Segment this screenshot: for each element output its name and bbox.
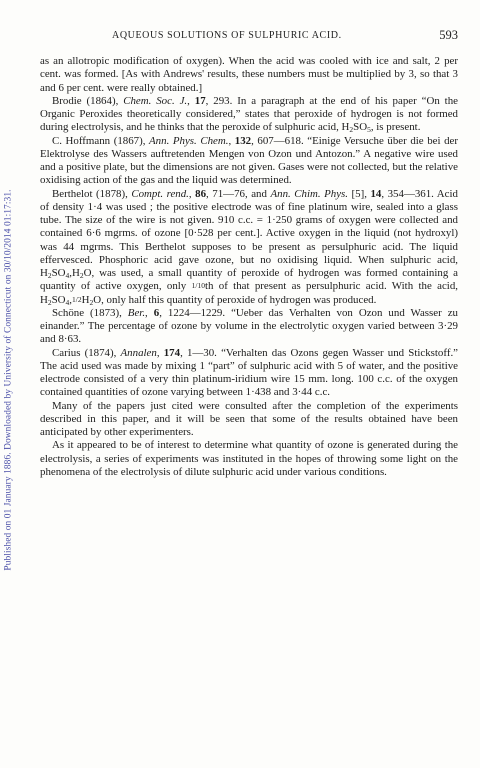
running-head-title: AQUEOUS SOLUTIONS OF SULPHURIC ACID. [112, 30, 342, 41]
paragraph-hoffmann: C. Hoffmann (1867), Ann. Phys. Chem., 132, 607—618. “Einige Versuche über die bei der Elektrolyse des Wassers auftretenden Mengen von Ozon und Antozon.” A negative wire used and a positive plate, but the dimensions are not given. Gases were not collected, but the relative oxidising action of the gas and the liquid was determined. [40, 134, 458, 187]
journal-name: Compt. rend. [131, 187, 189, 200]
volume-number: 174 [163, 346, 181, 359]
running-head [40, 28, 458, 44]
page-number: 593 [439, 28, 458, 42]
paragraph-berthelot: Berthelot (1878), Compt. rend., 86, 71—76, and Ann. Chim. Phys. [5], 14, 354—361. Acid of density 1·4 was used ; the positive electrode was of fine platinum wire, sealed into a glass tube. The size of the wire is not given. 910 c.c. = 1·250 grams of oxygen were collected and contained 6·6 mgrms. of ozone [0·528 per cent.]. Active oxygen in the liquid (not hydroxyl) was 44 mgrms. This Berthelot supposes to be present as persulphuric acid. The liquid effervesced. Phosphoric acid gave ozone, but no oxidising liquid. When sulphuric acid, $H_2SO_4,H_2O$, was used, a small quantity of peroxide of hydrogen was formed containing a quantity of active oxygen, only 1/10th of that present as persulphuric acid. With the acid, $H_2SO_4,1/2H_2O$, only half this quantity of peroxide of hydrogen was produced. [40, 187, 458, 307]
volume-number: 17 [194, 94, 206, 107]
fraction: 1/10 [191, 281, 205, 291]
provenance-text: Published on 01 January 1886. Downloaded by University of Connecticut on 30/10/2014 01:17:31. [4, 189, 15, 571]
volume-number: 6 [153, 306, 160, 319]
journal-name: Annalen [120, 346, 157, 359]
paragraph-allotropic: as an allotropic modification of oxygen). When the acid was cooled with ice and salt, 2 per cent. was formed. [As with Andrews' results, these numbers must be multiplied by 3, so that 3 and 6 per cent. were really obtained.] [40, 55, 458, 94]
journal-name: Ber. [127, 306, 146, 319]
paragraph-brodie: Brodie (1864), Chem. Soc. J., 17, 293. In a paragraph at the end of his paper “On the Organic Peroxides theoretically considered,” states that peroxide of hydrogen is not formed during electrolysis, and he thinks that the peroxide of sulphuric acid, $H_2SO_5$, is present. [40, 94, 458, 135]
journal-name: Ann. Chim. Phys. [270, 187, 348, 200]
paragraph-schone: Schöne (1873), Ber., 6, 1224—1229. “Ueber das Verhalten von Ozon und Wasser zu einander.” The percentage of ozone by volume in the electrolytic oxygen varied between 3·29 and 8·63. [40, 306, 458, 346]
article-body [40, 55, 458, 479]
provenance-sidebar [0, 40, 21, 720]
journal-name: Chem. Soc. J. [123, 94, 188, 107]
paragraph-ozone-experiments: As it appeared to be of interest to determine what quantity of ozone is generated during the electrolysis, a series of experiments was instituted in the hopes of throwing some light on the phenomena of the electrolysis of dilute sulphuric acid under various conditions. [40, 439, 458, 478]
paragraph-carius: Carius (1874), Annalen, 174, 1—30. “Verhalten das Ozons gegen Wasser und Stickstoff.” The acid used was made by mixing 1 “part” of sulphuric acid with 5 of water, and the positive electrode consisted of a very thin platinum-iridium wire 15 mm. long. 100 c.c. of the oxygen contained quantities of ozone varying between 1·438 and 3·44 c.c. [40, 346, 458, 399]
fraction: 1/2 [72, 294, 82, 304]
paragraph-many-papers: Many of the papers just cited were consulted after the completion of the experiments described in this paper, and it will be seen that some of the results obtained have been anticipated by other experimenters. [40, 399, 458, 438]
volume-number: 132 [234, 134, 252, 147]
volume-number: 86 [195, 187, 207, 200]
journal-name: Ann. Phys. Chem. [149, 134, 229, 147]
volume-number: 14 [370, 187, 382, 200]
